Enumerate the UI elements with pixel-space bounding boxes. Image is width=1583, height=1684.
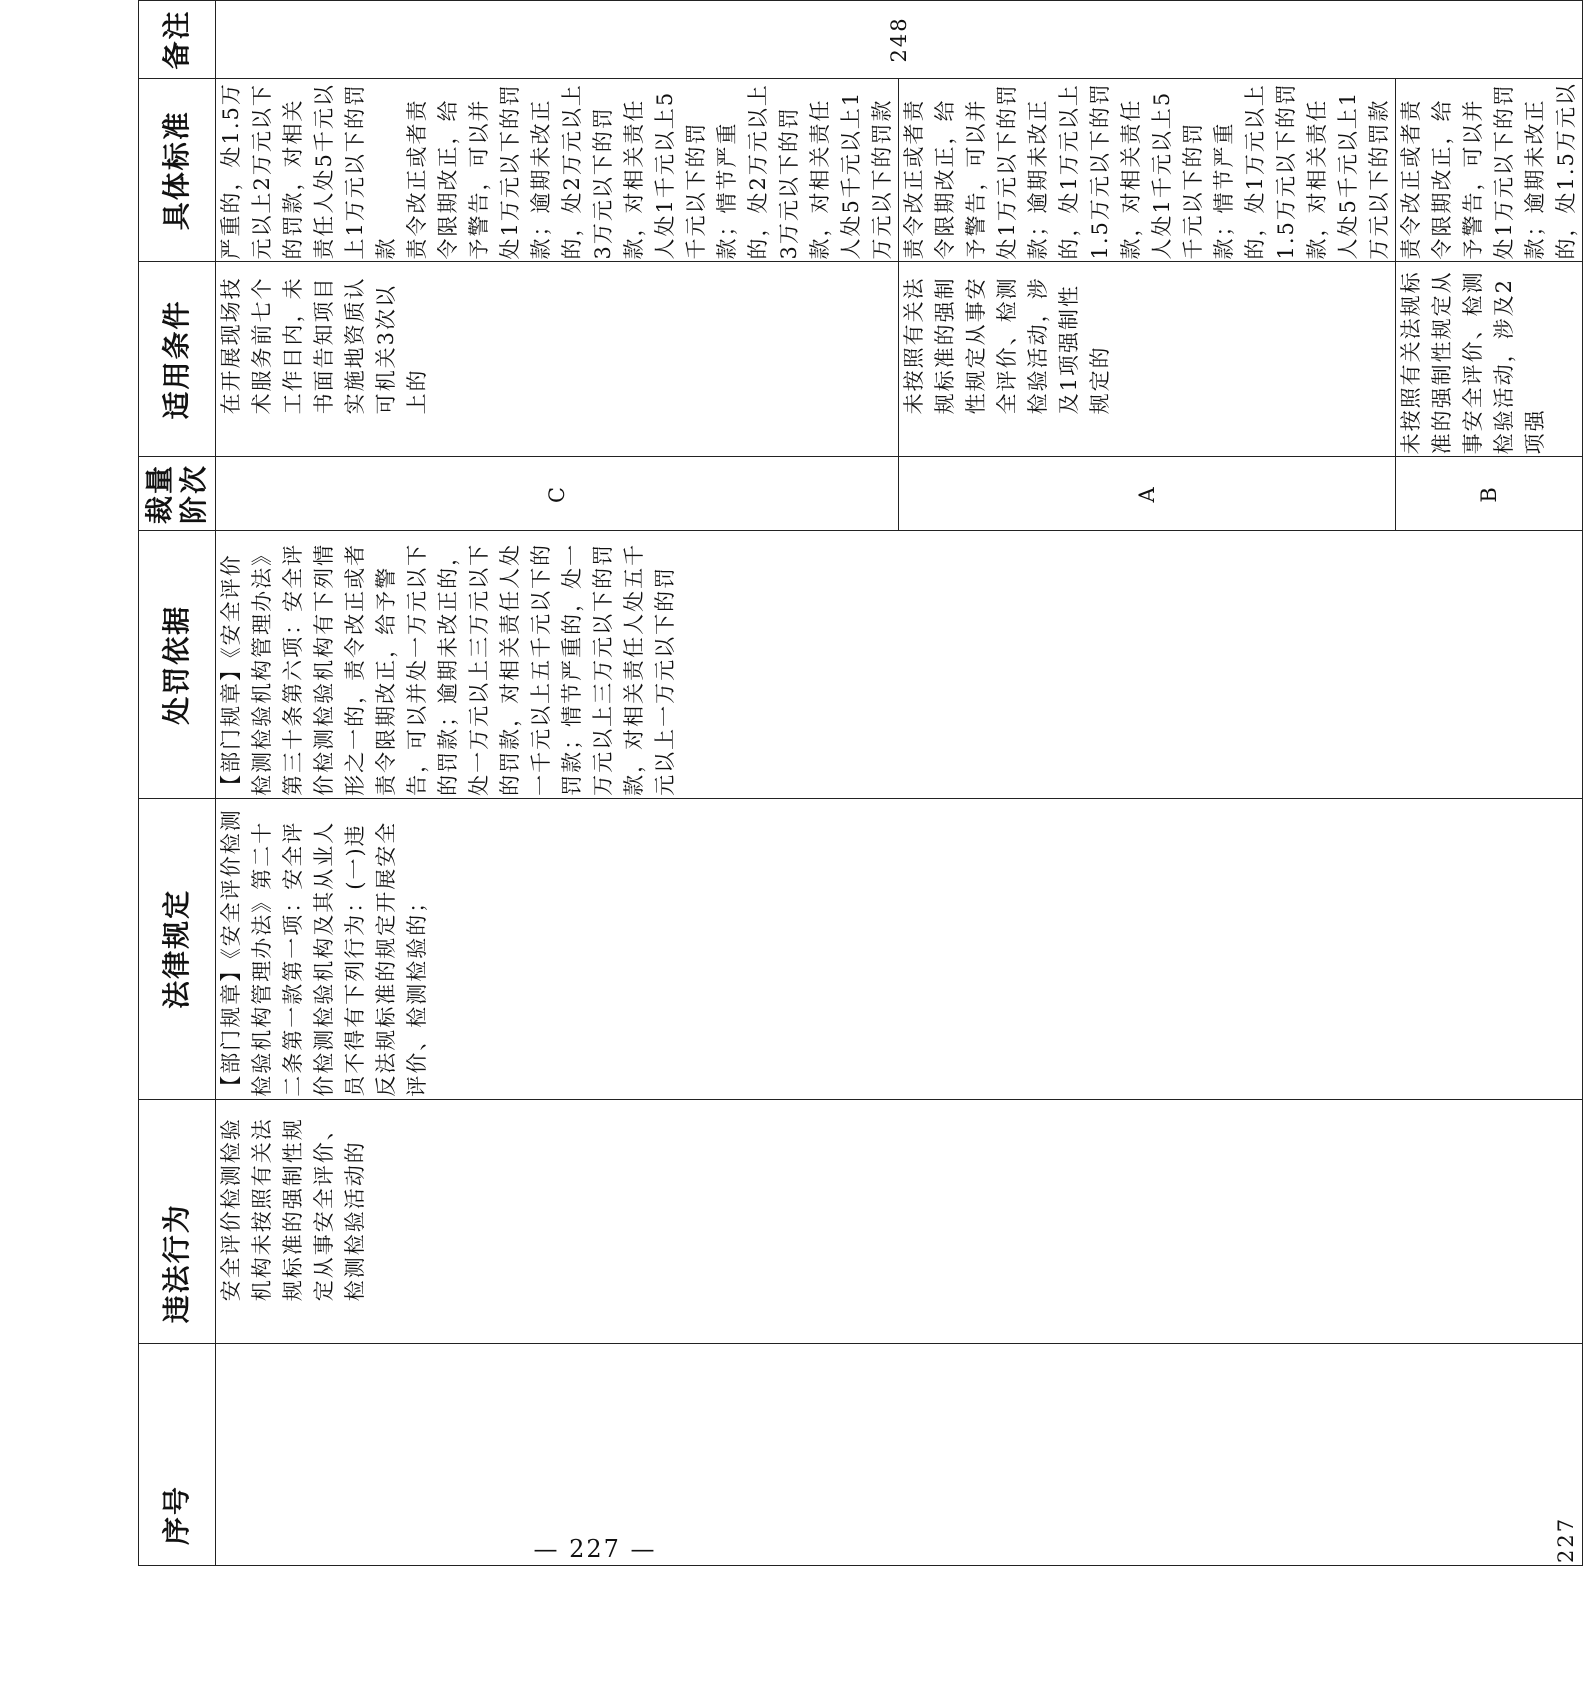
header-discretion-level: 裁量阶次	[139, 457, 216, 531]
header-seq: 序号	[139, 1344, 216, 1566]
header-conditions: 适用条件	[139, 262, 216, 457]
condition-a-text: 未按照有关法规标准的强制性规定从事安全评价、检测检验活动，涉及1项强制性规定的	[902, 276, 1112, 415]
penalty-discretion-table	[138, 0, 1583, 1566]
seq-value: 227	[1554, 1516, 1578, 1563]
legal-provision-cell: 【部门规章】《安全评价检测检验机构管理办法》第二十二条第一款第一项：安全评价检测检验机构及其从业人员不得有下列行为：(一)违反法规标准的规定开展安全评价、检测检验的；	[216, 798, 1583, 1099]
level-b-cell: B	[1396, 457, 1583, 531]
level-c-cell: C	[216, 457, 899, 531]
header-legal-provision: 法律规定	[139, 798, 216, 1099]
standard-a-cell: 责令改正或者责令限期改正，给予警告，可以并处1万元以下的罚款；逾期未改正的，处1万元以上1.5万元以下的罚款，对相关责任人处1千元以上5千元以下的罚款；情节严重的，处1万元以上1.5万元以下的罚款，对相关责任人处5千元以上1万元以下的罚款	[899, 78, 1396, 262]
header-row	[139, 1, 216, 1566]
table-row-level-c	[216, 1, 899, 1566]
condition-a-cell	[899, 262, 1396, 457]
condition-c-text: 在开展现场技术服务前七个工作日内，未书面告知项目实施地资质认可机关3次以上的	[219, 276, 429, 415]
header-violation: 违法行为	[139, 1099, 216, 1344]
remark-cell: 248	[216, 1, 1583, 79]
violation-cell	[216, 1099, 1583, 1344]
header-remarks: 备注	[139, 1, 216, 79]
level-a-cell: A	[899, 457, 1396, 531]
header-penalty-basis: 处罚依据	[139, 531, 216, 798]
penalty-basis-cell: 【部门规章】《安全评价检测检验机构管理办法》第三十条第六项：安全评价检测检验机构有下列情形之一的，责令改正或者责令限期改正，给予警告，可以并处一万元以下的罚款；逾期未改正的，处一万元以上三万元以下的罚款，对相关责任人处一千元以上五千元以下的罚款；情节严重的，处一万元以上三万元以下的罚款，对相关责任人处五千元以上一万元以下的罚	[216, 531, 1583, 798]
standard-b-cell: 责令改正或者责令限期改正，给予警告，可以并处1万元以下的罚款；逾期未改正的，处1.5万元以	[1396, 78, 1583, 262]
violation-text: 安全评价检测检验机构未按照有关法规标准的强制性规定从事安全评价、检测检验活动的	[219, 1117, 367, 1302]
standard-c-cell: 严重的，处1.5万元以上2万元以下的罚款，对相关责任人处5千元以上1万元以下的罚款 责令改正或者责令限期改正，给予警告，可以并处1万元以下的罚款；逾期未改正的，处2万元以上3万元以下的罚款，对相关责任人处1千元以上5千元以下的罚款；情节严重的，处2万元以上3万元以下的罚款，对相关责任人处5千元以上1万元以下的罚款	[216, 78, 899, 262]
condition-b-cell: 未按照有关法规标准的强制性规定从事安全评价、检测检验活动，涉及2项强	[1396, 262, 1583, 457]
page-number: — 227 —	[533, 1535, 657, 1563]
condition-c-cell	[216, 262, 899, 457]
header-standard: 具体标准	[139, 78, 216, 262]
seq-cell	[216, 1344, 1583, 1566]
